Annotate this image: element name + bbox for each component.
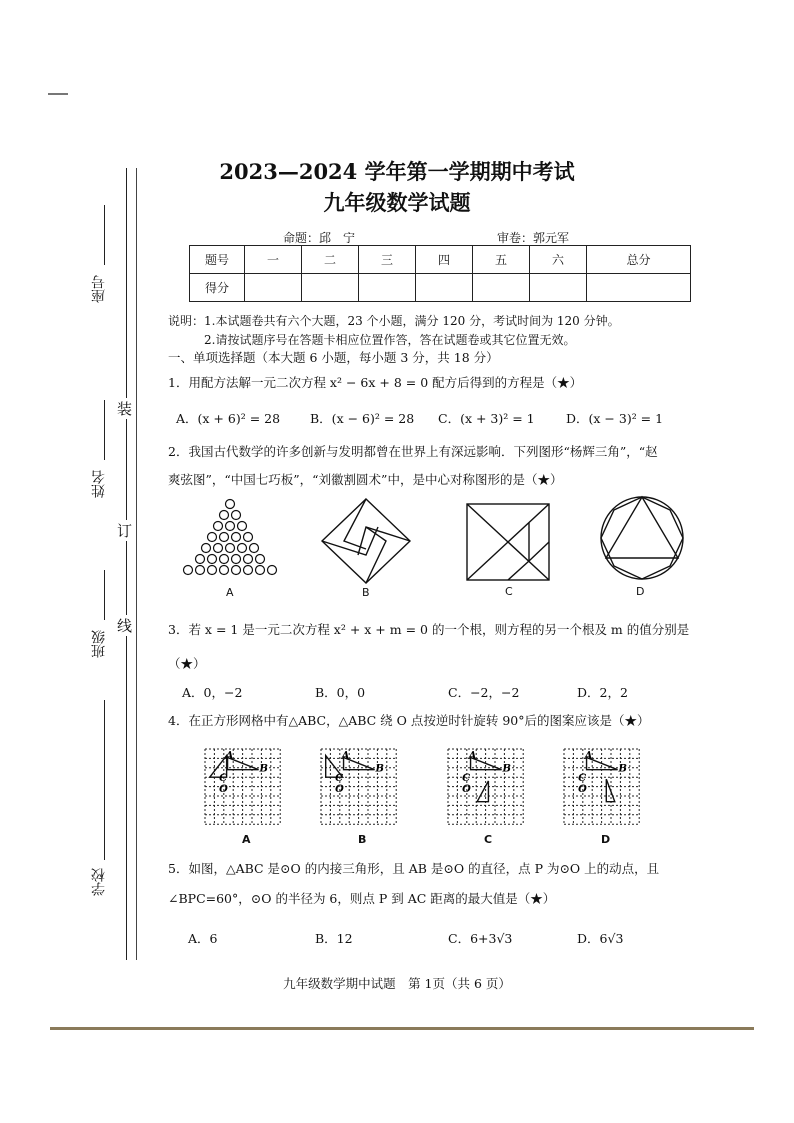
q5-stem-line-2: ∠BPC=60°，⊙O 的半径为 6，则点 P 到 AC 距离的最大值是（★） <box>168 891 556 906</box>
q4-label-a: A <box>242 833 251 846</box>
q1-option-a: A．(x + 6)² = 28 <box>176 411 281 426</box>
exam-subtitle: 九年级数学试题 <box>323 190 471 215</box>
exam-title: 2023—2024 学年第一学期期中考试 <box>219 159 575 184</box>
class-label: 班级 <box>91 630 107 658</box>
point-label: A <box>584 750 593 762</box>
point-label: C <box>219 772 228 784</box>
zhaoshuang-figure <box>320 497 412 585</box>
q4-stem: 4．在正方形网格中有△ABC，△ABC 绕 O 点按逆时针旋转 90°后的图案应该是（★） <box>168 713 650 728</box>
q3-option-b: B．0，0 <box>315 685 366 700</box>
q1-option-d: D．(x − 3)² = 1 <box>566 411 664 426</box>
point-label: A <box>341 750 350 762</box>
score-header-cell: 题号 <box>190 246 245 274</box>
q3-option-d: D．2，2 <box>577 685 628 700</box>
point-label: A <box>225 750 234 762</box>
score-cell[interactable] <box>245 274 302 302</box>
point-label: O <box>578 784 587 796</box>
q4-label-d: D <box>601 833 611 846</box>
q3-stem-line-2: （★） <box>168 656 206 671</box>
q3-stem-line-1: 3．若 x = 1 是一元二次方程 x² + x + m = 0 的一个根，则方程的另一个根及 m 的值分别是 <box>168 622 690 637</box>
name-underline <box>104 400 105 460</box>
q1-option-b: B．(x − 6)² = 28 <box>310 411 415 426</box>
score-cell[interactable] <box>416 274 473 302</box>
score-cell[interactable] <box>473 274 530 302</box>
instruction-line-2: 2.请按试题序号在答题卡相应位置作答，答在试题卷或其它位置无效。 <box>204 333 576 347</box>
score-table <box>189 245 691 302</box>
q2-label-d: D <box>636 585 645 598</box>
point-label: O <box>335 784 344 796</box>
score-row-label: 得分 <box>190 274 245 302</box>
score-table-header-row <box>190 246 691 274</box>
author-label: 命题：邱 宁 <box>283 231 356 245</box>
point-label: O <box>462 784 471 796</box>
q2-stem-line-2: 爽弦图”，“中国七巧板”，“刘徽割圆术”中，是中心对称图形的是（★） <box>168 472 563 487</box>
q1-option-c: C．(x + 3)² = 1 <box>438 411 535 426</box>
point-label: C <box>335 772 344 784</box>
score-cell[interactable] <box>359 274 416 302</box>
page-footer: 九年级数学期中试题 第 1页（共 6 页） <box>283 976 511 991</box>
liuhui-figure <box>598 494 686 582</box>
binding-char-zhuang: 装 <box>117 400 133 418</box>
rotation-grid-figure <box>562 747 641 826</box>
school-underline <box>104 700 105 860</box>
point-label: B <box>375 763 384 775</box>
q5-option-a: A．6 <box>188 931 218 946</box>
score-header-cell: 总分 <box>587 246 691 274</box>
score-table-score-row <box>190 274 691 302</box>
q1-stem: 1．用配方法解一元二次方程 x² − 6x + 8 = 0 配方后得到的方程是（★） <box>168 375 583 390</box>
scan-edge-bottom <box>50 1027 754 1030</box>
scan-mark-top <box>48 93 68 95</box>
seat-label: 座号 <box>91 275 107 303</box>
school-label: 学校 <box>91 868 107 896</box>
class-underline <box>104 570 105 620</box>
score-header-cell: 四 <box>416 246 473 274</box>
q2-label-b: B <box>362 586 370 599</box>
q2-label-c: C <box>505 585 513 598</box>
point-label: C <box>462 772 471 784</box>
q4-label-c: C <box>484 833 493 846</box>
q5-option-d: D．6√3 <box>577 931 624 946</box>
score-cell[interactable] <box>587 274 691 302</box>
point-label: O <box>219 784 228 796</box>
score-header-cell: 一 <box>245 246 302 274</box>
binding-char-ding: 订 <box>117 522 133 540</box>
point-label: B <box>502 763 511 775</box>
point-label: B <box>259 763 268 775</box>
q2-label-a: A <box>226 586 234 599</box>
reviewer-label: 审卷：郭元军 <box>497 231 570 245</box>
q3-option-c: C．−2，−2 <box>448 685 520 700</box>
score-cell[interactable] <box>530 274 587 302</box>
q5-stem-line-1: 5．如图，△ABC 是⊙O 的内接三角形，且 AB 是⊙O 的直径，点 P 为⊙O 上的动点，且 <box>168 861 660 876</box>
q3-option-a: A．0，−2 <box>182 685 243 700</box>
score-header-cell: 三 <box>359 246 416 274</box>
rotation-grid-figure <box>446 747 525 826</box>
q5-option-b: B．12 <box>315 931 353 946</box>
tangram-figure <box>465 502 551 582</box>
section-heading: 一、单项选择题（本大题 6 小题，每小题 3 分，共 18 分） <box>168 350 499 365</box>
q4-label-b: B <box>358 833 367 846</box>
instruction-line-1: 说明：1.本试题卷共有六个大题，23 个小题，满分 120 分，考试时间为 120 分钟。 <box>168 314 620 328</box>
score-header-cell: 六 <box>530 246 587 274</box>
score-header-cell: 五 <box>473 246 530 274</box>
q2-stem-line-1: 2．我国古代数学的许多创新与发明都曾在世界上有深远影响．下列图形“杨辉三角”，“赵 <box>168 444 658 459</box>
score-cell[interactable] <box>302 274 359 302</box>
binding-line-inner <box>136 168 137 960</box>
point-label: B <box>618 763 627 775</box>
q5-option-c: C．6+3√3 <box>448 931 513 946</box>
rotation-grid-figure <box>203 747 282 826</box>
binding-line-outer <box>126 168 127 960</box>
score-header-cell: 二 <box>302 246 359 274</box>
rotation-grid-figure <box>319 747 398 826</box>
point-label: C <box>578 772 587 784</box>
binding-char-xian: 线 <box>117 617 133 635</box>
rotated-triangle <box>477 781 488 802</box>
name-label: 姓名 <box>91 470 107 498</box>
point-label: A <box>468 750 477 762</box>
yanghui-triangle-figure <box>180 496 280 580</box>
